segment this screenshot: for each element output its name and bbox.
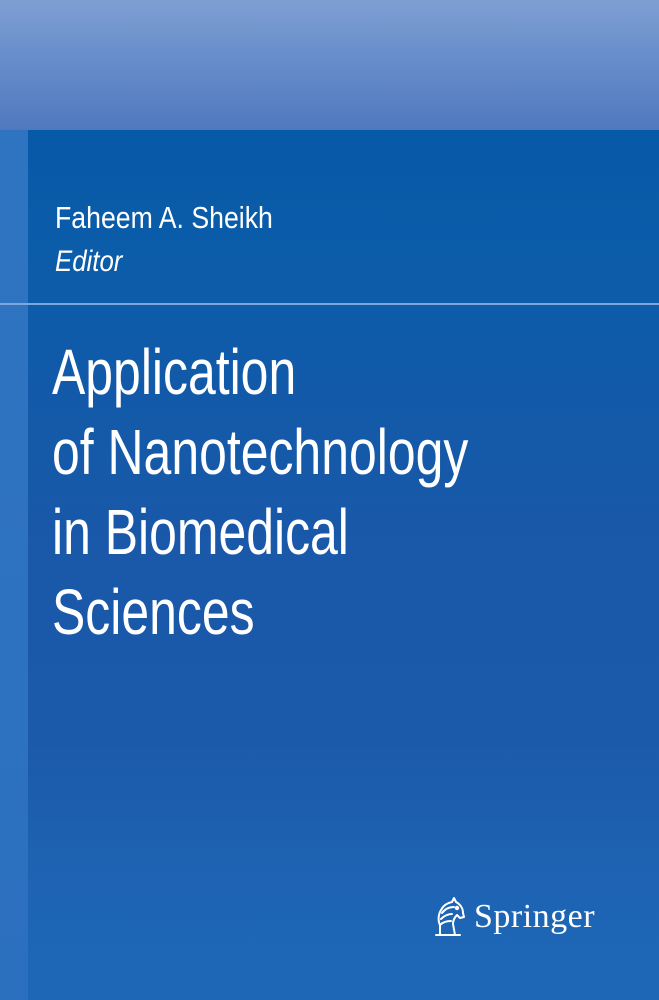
divider-rule — [0, 303, 659, 305]
title-line-2: of Nanotechnology — [52, 416, 469, 488]
publisher-mark — [430, 895, 595, 939]
publisher-name: Springer — [474, 898, 596, 935]
editor-name: Faheem A. Sheikh — [55, 200, 273, 235]
title-line-4: Sciences — [52, 576, 255, 648]
book-title — [52, 332, 468, 652]
left-color-strip — [0, 130, 28, 1000]
springer-horse-icon — [430, 895, 470, 939]
top-color-band — [0, 0, 659, 130]
title-line-1: Application — [52, 336, 297, 408]
editor-role: Editor — [55, 245, 123, 278]
title-line-3: in Biomedical — [52, 496, 349, 568]
